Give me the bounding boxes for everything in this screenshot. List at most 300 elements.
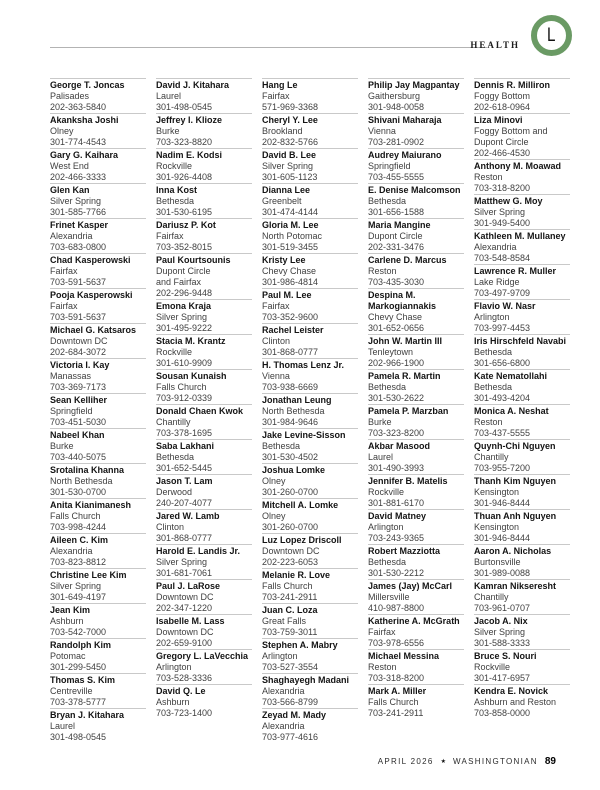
directory-entry [368,614,464,649]
person-name: Michael Messina [368,651,440,661]
directory-entry [262,78,358,113]
person-name: Akanksha Joshi [50,115,119,125]
directory-entry [368,369,464,404]
person-location: Rockville [156,161,193,171]
person-phone: 301-498-0545 [50,732,107,742]
person-name: Sean Kelliher [50,395,108,405]
person-location: Fairfax [50,301,78,311]
person-location: Vienna [368,126,396,136]
person-location: Fairfax [262,301,290,311]
person-location: Downtown DC [156,627,214,637]
directory-entry [368,183,464,218]
person-phone: 301-949-5400 [474,218,531,228]
person-phone: 301-984-9646 [262,417,319,427]
person-location: Silver Spring [156,312,208,322]
person-location: Arlington [474,312,510,322]
directory-entry [156,218,252,253]
person-location: Burtonsville [474,557,521,567]
person-location: Silver Spring [50,581,102,591]
person-name: Aileen C. Kim [50,535,109,545]
person-name: Jared W. Lamb [156,511,220,521]
directory-columns [50,78,570,743]
person-phone: 301-530-6195 [156,207,213,217]
person-name: H. Thomas Lenz Jr. [262,360,345,370]
person-location: Silver Spring [50,196,102,206]
person-phone: 202-659-9100 [156,638,213,648]
person-phone: 301-495-9222 [156,323,213,333]
person-name: Iris Hirschfeld Navabi [474,336,567,346]
person-name: Pamela P. Marzban [368,406,449,416]
person-name: Kate Nematollahi [474,371,548,381]
person-phone: 301-926-4408 [156,172,213,182]
person-name: Cheryl Y. Lee [262,115,318,125]
directory-entry [368,404,464,439]
person-phone: 202-331-3476 [368,242,425,252]
person-phone: 301-260-0700 [262,522,319,532]
directory-entry [156,369,252,404]
person-name: David Q. Le [156,686,206,696]
person-location: Olney [262,476,286,486]
person-name: Anita Kianimanesh [50,500,132,510]
person-location: Potomac [50,651,86,661]
person-location: Alexandria [474,242,517,252]
person-phone: 703-318-8200 [474,183,531,193]
person-location: Reston [474,417,503,427]
person-phone: 301-417-6957 [474,673,531,683]
person-name: John W. Martin III [368,336,442,346]
person-location: Falls Church [50,511,101,521]
directory-entry [474,404,570,439]
person-location: Downtown DC [156,592,214,602]
directory-entry [368,579,464,614]
person-location: Fairfax [262,91,290,101]
person-phone: 703-858-0000 [474,708,531,718]
person-name: Flavio W. Nasr [474,301,536,311]
directory-entry [50,148,146,183]
person-location: Burke [368,417,392,427]
person-name: Pooja Kasperowski [50,290,133,300]
person-phone: 571-969-3368 [262,102,319,112]
person-phone: 703-378-1695 [156,428,213,438]
person-phone: 301-605-1123 [262,172,318,182]
person-location: Palisades [50,91,90,101]
person-phone: 703-912-0339 [156,393,213,403]
person-location: Silver Spring [474,627,526,637]
directory-entry [368,439,464,474]
person-phone: 301-946-8444 [474,498,531,508]
section-label: HEALTH [470,40,520,50]
person-name: Thanh Kim Nguyen [474,476,557,486]
person-name: David J. Kitahara [156,80,230,90]
person-phone: 202-347-1220 [156,603,213,613]
directory-entry [50,463,146,498]
person-name: Dariusz P. Kot [156,220,216,230]
person-name: Despina M. [368,290,416,300]
directory-entry [156,148,252,183]
person-phone: 301-299-5450 [50,662,107,672]
person-name: Jacob A. Nix [474,616,528,626]
person-location: Olney [50,126,74,136]
person-name: Jean Kim [50,605,91,615]
person-name: David B. Lee [262,150,317,160]
person-phone: 301-652-5445 [156,463,213,473]
person-name: Melanie R. Love [262,570,331,580]
directory-entry [50,218,146,253]
person-name: Bryan J. Kitahara [50,710,125,720]
directory-entry [368,544,464,579]
person-location: Centreville [50,686,93,696]
star-icon: ★ [440,759,446,765]
person-location: West End [50,161,89,171]
person-name: Akbar Masood [368,441,431,451]
person-name: Kristy Lee [262,255,306,265]
letter-badge-icon [531,15,572,56]
person-location: Millersville [368,592,410,602]
person-phone: 703-437-5555 [474,428,531,438]
directory-entry [156,509,252,544]
directory-entry [474,649,570,684]
person-location: and Fairfax [156,277,202,287]
directory-column [50,78,146,743]
directory-entry [156,299,252,334]
directory-entry [474,334,570,369]
directory-entry [50,288,146,323]
person-name: Christine Lee Kim [50,570,127,580]
person-name: Robert Mazziotta [368,546,440,556]
person-phone: 301-649-4197 [50,592,107,602]
person-location: Chantilly [474,452,509,462]
directory-entry [262,183,358,218]
directory-entry [156,78,252,113]
person-phone: 301-610-9909 [156,358,213,368]
person-phone: 301-656-1588 [368,207,425,217]
person-name: Harold E. Landis Jr. [156,546,241,556]
person-phone: 301-474-4144 [262,207,319,217]
directory-entry [368,218,464,253]
person-phone: 301-585-7766 [50,207,107,217]
directory-entry [262,323,358,358]
person-name: Hang Le [262,80,298,90]
person-location: Fairfax [50,266,78,276]
person-phone: 301-530-2212 [368,568,425,578]
directory-entry [368,334,464,369]
person-location: Fairfax [368,627,396,637]
person-location: Laurel [368,452,394,462]
person-phone: 301-986-4814 [262,277,319,287]
person-name: Nabeel Khan [50,430,105,440]
person-location: Clinton [156,522,185,532]
person-phone: 703-961-0707 [474,603,531,613]
directory-entry [368,253,464,288]
directory-entry [156,544,252,579]
directory-entry [474,194,570,229]
directory-entry [262,148,358,183]
directory-entry [50,673,146,708]
directory-entry [262,463,358,498]
person-name: Monica A. Neshat [474,406,549,416]
person-phone: 703-323-8200 [368,428,425,438]
person-phone: 703-318-8200 [368,673,425,683]
person-name: Srotalina Khanna [50,465,125,475]
person-name: Thuan Anh Nguyen [474,511,557,521]
person-location: Arlington [368,522,404,532]
person-name: Mitchell A. Lomke [262,500,339,510]
person-location: Derwood [156,487,193,497]
person-phone: 703-683-0800 [50,242,107,252]
person-phone: 301-530-0700 [50,487,107,497]
person-location: Bethesda [262,441,301,451]
directory-entry [262,358,358,393]
person-phone: 301-493-4204 [474,393,531,403]
person-phone: 703-591-5637 [50,312,107,322]
person-phone: 301-946-8444 [474,533,531,543]
person-location: Arlington [262,651,298,661]
person-phone: 301-260-0700 [262,487,319,497]
person-location: Chantilly [474,592,509,602]
person-name: Dennis R. Milliron [474,80,551,90]
person-name: Anthony M. Moawad [474,161,561,171]
person-name: Gregory L. LaVecchia [156,651,249,661]
person-name: Bruce S. Nouri [474,651,537,661]
person-phone: 202-832-5766 [262,137,319,147]
person-location: Silver Spring [474,207,526,217]
person-name: Audrey Maiurano [368,150,442,160]
directory-entry [156,334,252,369]
directory-entry [474,229,570,264]
person-location: Dupont Circle [368,231,423,241]
person-name: Lawrence R. Muller [474,266,557,276]
directory-column [156,78,252,719]
person-name: Liza Minovi [474,115,523,125]
directory-entry [50,358,146,393]
header-rule [50,47,487,48]
directory-entry [50,183,146,218]
directory-entry [474,614,570,649]
person-phone: 301-868-0777 [156,533,213,543]
person-location: Rockville [156,347,193,357]
person-name: Kamran Nikseresht [474,581,557,591]
person-location: Rockville [368,487,405,497]
person-phone: 703-566-8799 [262,697,319,707]
person-phone: 202-966-1900 [368,358,425,368]
person-name: Gloria M. Lee [262,220,319,230]
directory-entry [368,78,464,113]
person-phone: 240-207-4077 [156,498,213,508]
directory-entry [156,113,252,148]
directory-entry [50,393,146,428]
directory-entry [368,148,464,183]
person-location: Foggy Bottom [474,91,531,101]
person-phone: 703-978-6556 [368,638,425,648]
directory-entry [262,533,358,568]
person-phone: 410-987-8800 [368,603,425,613]
person-name: Jeffrey I. Klioze [156,115,223,125]
page-number: 89 [544,756,556,767]
person-name: Quynh-Chi Nguyen [474,441,556,451]
person-phone: 703-369-7173 [50,382,107,392]
person-location: Kensington [474,522,520,532]
person-location: Arlington [156,662,192,672]
person-location: Bethesda [368,382,407,392]
person-name: Gary G. Kaihara [50,150,119,160]
person-phone: 202-618-0964 [474,102,531,112]
directory-entry [156,579,252,614]
person-phone: 301-652-0656 [368,323,425,333]
person-phone: 703-455-5555 [368,172,425,182]
person-location: Silver Spring [156,557,208,567]
person-phone: 703-440-5075 [50,452,107,462]
person-location: Falls Church [368,697,419,707]
person-name: Frinet Kasper [50,220,109,230]
person-location: Springfield [368,161,411,171]
person-location: Manassas [50,371,92,381]
person-location: Falls Church [262,581,313,591]
person-name: Kendra E. Novick [474,686,549,696]
person-location: Reston [368,662,397,672]
directory-entry [50,708,146,743]
person-location: Bethesda [156,452,195,462]
person-name: Sousan Kunaish [156,371,227,381]
person-name: Philip Jay Magpantay [368,80,460,90]
person-phone: 703-997-4453 [474,323,531,333]
person-name: Thomas S. Kim [50,675,116,685]
person-phone: 703-823-8812 [50,557,107,567]
person-phone: 301-519-3455 [262,242,319,252]
person-name: Victoria I. Kay [50,360,110,370]
person-location: Bethesda [474,347,513,357]
directory-entry [368,684,464,719]
person-name: Jake Levine-Sisson [262,430,346,440]
person-phone: 301-989-0088 [474,568,531,578]
directory-entry [474,369,570,404]
person-phone: 301-681-7061 [156,568,213,578]
person-name: E. Denise Malcomson [368,185,461,195]
person-phone: 703-723-1400 [156,708,213,718]
person-phone: 301-588-3333 [474,638,531,648]
person-location: Burke [156,126,180,136]
person-name: Markogiannakis [368,301,437,311]
person-name: Rachel Leister [262,325,324,335]
page-footer [378,756,556,767]
person-location: Dupont Circle [156,266,211,276]
person-location: Tenleytown [368,347,414,357]
person-location: Gaithersburg [368,91,421,101]
letter-badge-text: L [547,25,556,46]
directory-entry [368,509,464,544]
person-location: Dupont Circle [474,137,529,147]
directory-entry [50,498,146,533]
directory-entry [50,78,146,113]
person-phone: 301-948-0058 [368,102,425,112]
person-name: George T. Joncas [50,80,125,90]
person-phone: 703-938-6669 [262,382,319,392]
person-location: Laurel [156,91,182,101]
directory-entry [156,649,252,684]
directory-entry [474,509,570,544]
directory-column [474,78,570,719]
person-phone: 703-281-0902 [368,137,425,147]
person-name: Inna Kost [156,185,198,195]
person-phone: 703-451-5030 [50,417,107,427]
directory-entry [262,673,358,708]
directory-entry [262,253,358,288]
directory-entry [156,474,252,509]
person-location: Kensington [474,487,520,497]
person-location: Bethesda [368,196,407,206]
directory-entry [474,78,570,113]
person-location: Rockville [474,662,511,672]
directory-entry [474,579,570,614]
person-phone: 703-977-4616 [262,732,319,742]
person-location: Greenbelt [262,196,302,206]
footer-magazine-name: WASHINGTONIAN [452,757,538,766]
directory-entry [262,218,358,253]
directory-entry [156,614,252,649]
person-phone: 301-868-0777 [262,347,319,357]
person-phone: 703-352-8015 [156,242,213,252]
person-location: Alexandria [50,231,93,241]
person-name: Donald Chaen Kwok [156,406,244,416]
person-name: Joshua Lomke [262,465,326,475]
person-phone: 301-774-4543 [50,137,107,147]
person-location: Chantilly [156,417,191,427]
person-phone: 703-759-3011 [262,627,318,637]
person-location: Great Falls [262,616,307,626]
person-name: Maria Mangine [368,220,431,230]
person-name: Carlene D. Marcus [368,255,447,265]
person-name: Randolph Kim [50,640,111,650]
person-name: Chad Kasperowski [50,255,131,265]
directory-entry [50,638,146,673]
directory-entry [262,113,358,148]
person-name: Michael G. Katsaros [50,325,137,335]
directory-entry [262,393,358,428]
person-name: Matthew G. Moy [474,196,543,206]
person-location: Silver Spring [262,161,314,171]
person-name: Emona Kraja [156,301,212,311]
person-name: Jonathan Leung [262,395,332,405]
person-location: Bethesda [368,557,407,567]
person-phone: 703-542-7000 [50,627,107,637]
directory-entry [156,684,252,719]
person-location: Reston [474,172,503,182]
person-location: North Bethesda [50,476,113,486]
person-name: Pamela R. Martin [368,371,441,381]
person-phone: 202-684-3072 [50,347,107,357]
person-location: Fairfax [156,231,184,241]
directory-entry [50,253,146,288]
person-location: Lake Ridge [474,277,520,287]
person-name: Paul J. LaRose [156,581,221,591]
directory-entry [50,113,146,148]
person-location: Olney [262,511,286,521]
person-name: David Matney [368,511,427,521]
directory-entry [156,253,252,299]
person-name: Nadim E. Kodsi [156,150,223,160]
directory-entry [474,474,570,509]
directory-entry [368,649,464,684]
directory-entry [368,113,464,148]
person-name: Stacia M. Krantz [156,336,226,346]
person-location: Alexandria [262,721,305,731]
directory-column [368,78,464,719]
person-location: North Potomac [262,231,323,241]
person-location: Laurel [50,721,76,731]
person-name: Shivani Maharaja [368,115,442,125]
person-phone: 301-530-4502 [262,452,319,462]
directory-entry [368,474,464,509]
person-phone: 703-591-5637 [50,277,107,287]
